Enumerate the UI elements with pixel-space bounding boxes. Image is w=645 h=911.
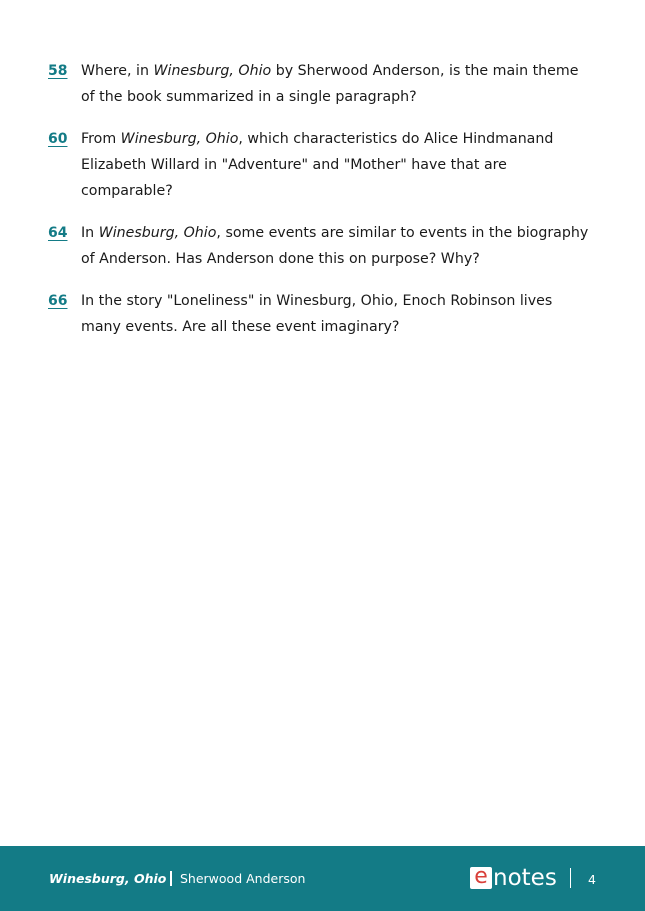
enotes-logo[interactable] — [470, 866, 557, 890]
question-number-link[interactable]: 58 — [48, 63, 68, 79]
question-text — [81, 58, 596, 110]
question-text — [81, 220, 596, 272]
question-text-italic: Winesburg, Ohio — [98, 225, 217, 241]
footer-author: Sherwood Anderson — [180, 871, 306, 886]
question-text-pre: From — [81, 131, 121, 147]
question-text-italic: Winesburg, Ohio — [153, 63, 272, 79]
footer-divider — [570, 868, 571, 888]
question-text-pre: In the story "Loneliness" in Winesburg, Ohio, Enoch Robinson lives many events. Are all these event imaginary? — [81, 293, 553, 335]
question-number-link[interactable]: 66 — [48, 293, 68, 309]
page-number: 4 — [588, 872, 596, 887]
question-text-pre: Where, in — [81, 63, 154, 79]
question-text-pre: In — [81, 225, 99, 241]
page-footer — [0, 846, 645, 911]
question-text-post: , some events are similar to events in the biography of Anderson. Has Anderson done this on purpose? Why? — [81, 225, 589, 267]
question-item — [48, 58, 608, 110]
question-list — [48, 58, 608, 356]
question-number-link[interactable]: 64 — [48, 225, 68, 241]
footer-book-title: Winesburg, Ohio — [49, 871, 167, 886]
question-text — [81, 288, 596, 340]
question-item — [48, 126, 608, 204]
question-item — [48, 220, 608, 272]
question-item — [48, 288, 608, 340]
question-text-post: by Sherwood Anderson, is the main theme of the book summarized in a single paragraph? — [81, 63, 579, 105]
question-text-italic: Winesburg, Ohio — [120, 131, 239, 147]
question-number-link[interactable]: 60 — [48, 131, 68, 147]
logo-wordmark: notes — [493, 865, 557, 891]
logo-e-icon: e — [470, 867, 492, 889]
question-text-post: , which characteristics do Alice Hindmanand Elizabeth Willard in "Adventure" and "Mother" have that are comparable? — [81, 131, 554, 199]
question-text — [81, 126, 596, 204]
footer-divider — [170, 871, 172, 886]
